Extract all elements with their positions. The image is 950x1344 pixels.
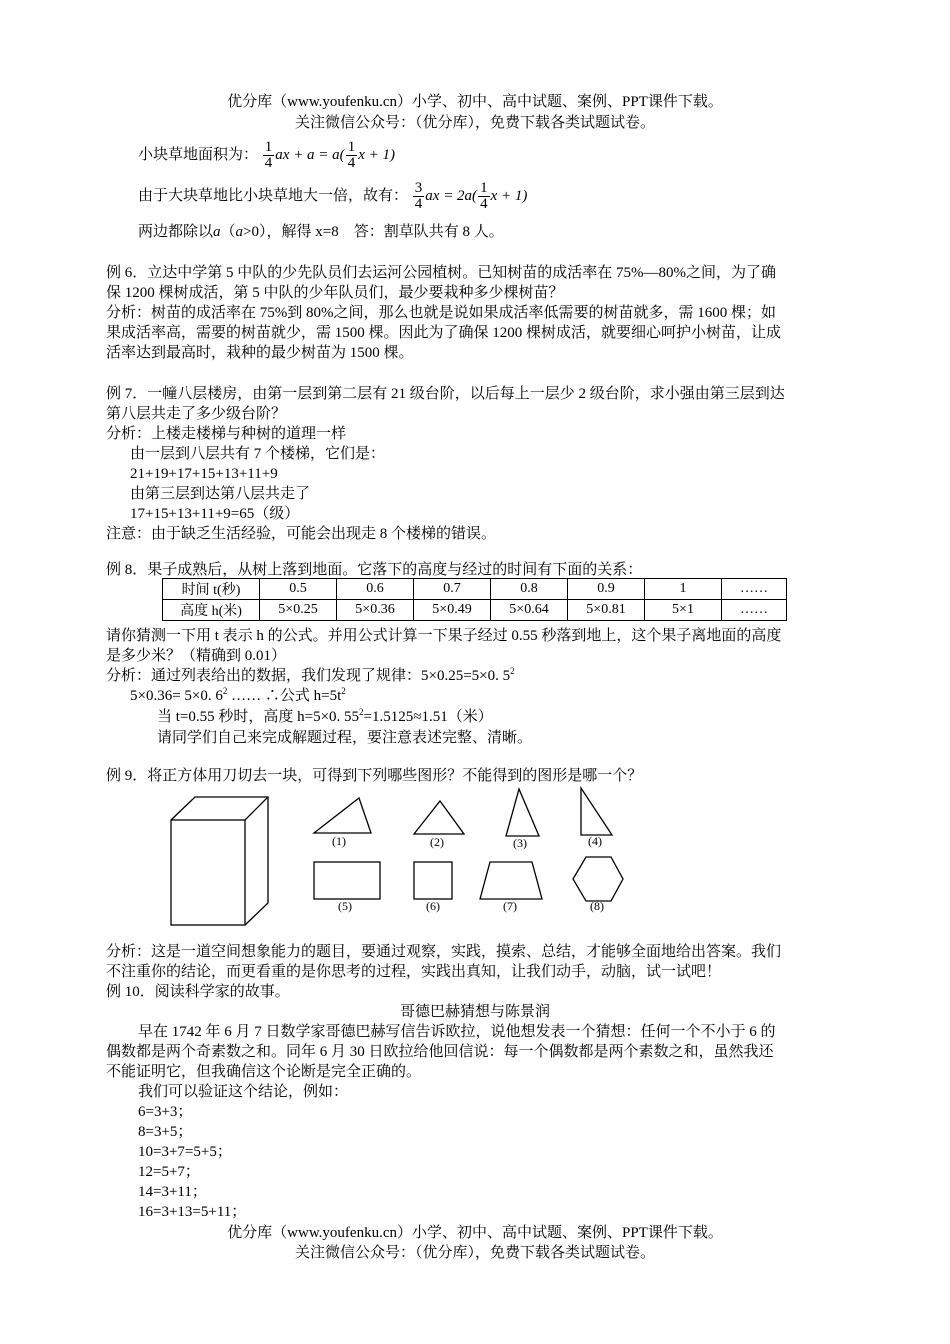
header-line-1: 优分库（www.youfenku.cn）小学、初中、高中试题、案例、PPT课件下载。 (227, 94, 723, 110)
table-cell: 时间 t(秒) (163, 579, 260, 600)
formula-big-area: $\frac{3}{4}$ ax = 2a( $\frac{1}{4}$ x + 1) (414, 180, 528, 213)
table-cell: 5×0.25 (260, 600, 337, 621)
example-line: 6=3+3； (138, 1104, 193, 1120)
square-shape (414, 862, 452, 899)
example-line: 10=3+7=5+5； (138, 1144, 232, 1160)
ex9-question: 例 9．将正方体用刀切去一块，可得到下列哪些图形？不能得到的图形是哪一个？ (106, 768, 643, 784)
figure-label: (5) (338, 899, 352, 913)
table-cell: 5×0.36 (337, 600, 414, 621)
example-line: 16=3+13=5+11； (138, 1204, 247, 1220)
solution-line-2: 由于大块草地比小块草地大一倍，故有： $\frac{3}{4}$ ax = 2a( $\frac{1}{4}$ x + 1) (138, 180, 528, 213)
cube-figure (171, 797, 268, 925)
solution-line-1: 小块草地面积为： $\frac{1}{4}$ ax + a = a( $\frac{1}{4}$ x + 1) (138, 139, 395, 172)
footer-line-1: 优分库（www.youfenku.cn）小学、初中、高中试题、案例、PPT课件下载。 (227, 1225, 723, 1241)
triangle-shape-3 (506, 789, 539, 836)
triangle-shape-2 (414, 801, 464, 834)
table-cell: 1 (645, 579, 722, 600)
table-cell: 0.6 (337, 579, 414, 600)
ex7-analysis-4: 由第三层到达第八层共走了 (130, 486, 311, 502)
ex10-question: 例 10．阅读科学家的故事。 (106, 984, 290, 1000)
table-cell: 5×0.49 (414, 600, 491, 621)
ex6-analysis-1: 分析：树苗的成活率在 75%到 80%之间，那么也就是说如果成活率低需要的树苗就多，需 1600 棵；如 (106, 305, 776, 321)
table-cell: 0.8 (491, 579, 568, 600)
ex6-analysis-2: 果成活率高，需要的树苗就少，需 1500 棵。因此为了确保 1200 棵树成活，就要细心呵护小树苗，让成 (106, 325, 782, 341)
ex6-question-1: 例 6．立达中学第 5 中队的少先队员们去运河公园植树。已知树苗的成活率在 75%—80%之间，为了确 (106, 265, 776, 281)
ex7-analysis-3: 21+19+17+15+13+11+9 (130, 466, 278, 482)
ex8-question: 例 8．果子成熟后，从树上落到地面。它落下的高度与经过的时间有下面的关系： (106, 562, 643, 578)
story-paragraph-4: 我们可以验证这个结论，例如： (138, 1084, 349, 1100)
example-line: 8=3+5； (138, 1124, 193, 1140)
table-cell: 高度 h(米) (163, 600, 260, 621)
figure-label: (1) (332, 834, 346, 848)
story-paragraph-3: 不能证明它，但我确信这个论断是完全正确的。 (106, 1064, 422, 1080)
table-cell: 0.9 (568, 579, 645, 600)
table-cell: 5×0.64 (491, 600, 568, 621)
figure-label: (8) (590, 899, 604, 913)
story-paragraph-2: 偶数都是两个奇素数之和。同年 6 月 30 日欧拉给他回信说：每一个偶数都是两个素数之和，虽然我还 (106, 1044, 774, 1060)
ex7-question-2: 第八层共走了多少级台阶？ (106, 406, 287, 422)
ex9-analysis-2: 不注重你的结论，而更看重的是你思考的过程，实践出真知，让我们动手，动脑，试一试吧！ (106, 964, 722, 980)
footer-line-2: 关注微信公众号：（优分库），免费下载各类试题试卷。 (294, 1245, 655, 1261)
ex8-question-2: 请你猜测一下用 t 表示 h 的公式。并用公式计算一下果子经过 0.55 秒落到地上，这个果子离地面的高度 (106, 628, 782, 644)
ex8-analysis-3: 当 t=0.55 秒时，高度 h=5×0. $55^2=1.5125\approx 1.51$（米） (157, 707, 493, 725)
hexagon-shape (573, 857, 623, 901)
ex9-analysis-1: 分析：这是一道空间想象能力的题目，要通过观察，实践，摸索、总结，才能够全面地给出答案。我们 (106, 944, 782, 960)
example-line: 14=3+11； (138, 1184, 207, 1200)
ex7-analysis-2: 由一层到八层共有 7 个楼梯，它们是： (130, 446, 386, 462)
ex7-question-1: 例 7．一幢八层楼房，由第一层到第二层有 21 级台阶，以后每上一层少 2 级台阶，求小强由第三层到达 (106, 386, 785, 402)
triangle-shape-1 (314, 798, 371, 833)
ex8-question-3: 是多少米？（精确到 0.01） (106, 648, 287, 664)
ex6-question-2: 保 1200 棵树成活，第 5 中队的少年队员们，最少要栽种多少棵树苗？ (106, 285, 564, 301)
trapezoid-shape (480, 862, 542, 899)
ex8-analysis-2: 5×0.36= 5×0. $6^2$ …… ∴公式 $h=5t^2$ (130, 686, 346, 704)
solution-line-3: 两边都除以a（a>0），解得 x=8 答：割草队共有 8 人。 (138, 224, 504, 240)
ex7-analysis-1: 分析：上楼走楼梯与种树的道理一样 (106, 426, 347, 442)
rectangle-shape (314, 862, 380, 899)
table-cell: …… (722, 600, 787, 621)
table-cell: …… (722, 579, 787, 600)
table-cell: 0.7 (414, 579, 491, 600)
header-line-2: 关注微信公众号：（优分库），免费下载各类试题试卷。 (294, 115, 655, 131)
ex8-analysis-4: 请同学们自己来完成解题过程，要注意表述完整、清晰。 (157, 730, 533, 746)
story-title: 哥德巴赫猜想与陈景润 (399, 1004, 550, 1020)
example-line: 12=5+7； (138, 1164, 200, 1180)
figure-label: (2) (430, 835, 444, 849)
story-paragraph-1: 早在 1742 年 6 月 7 日数学家哥德巴赫写信告诉欧拉，说他想发表一个猜想：任何一个不小于 6 的 (138, 1024, 776, 1040)
ex7-analysis-5: 17+15+13+11+9=65（级） (130, 506, 300, 522)
ex8-analysis-1: 分析：通过列表给出的数据，我们发现了规律：5×0.25=5×0. $5^2$ (106, 666, 515, 684)
figure-label: (6) (426, 899, 440, 913)
triangle-shape-4 (581, 788, 612, 835)
table-cell: 0.5 (260, 579, 337, 600)
formula-small-area: $\frac{1}{4}$ ax + a = a( $\frac{1}{4}$ x + 1) (264, 139, 395, 172)
figure-label: (7) (503, 899, 517, 913)
table-cell: 5×1 (645, 600, 722, 621)
ex7-note: 注意：由于缺乏生活经验，可能会出现走 8 个楼梯的错误。 (106, 526, 497, 542)
figure-label: (3) (513, 836, 527, 850)
table-cell: 5×0.81 (568, 600, 645, 621)
ex6-analysis-3: 活率达到最高时，栽种的最少树苗为 1500 棵。 (106, 345, 414, 361)
figure-label: (4) (588, 834, 602, 848)
